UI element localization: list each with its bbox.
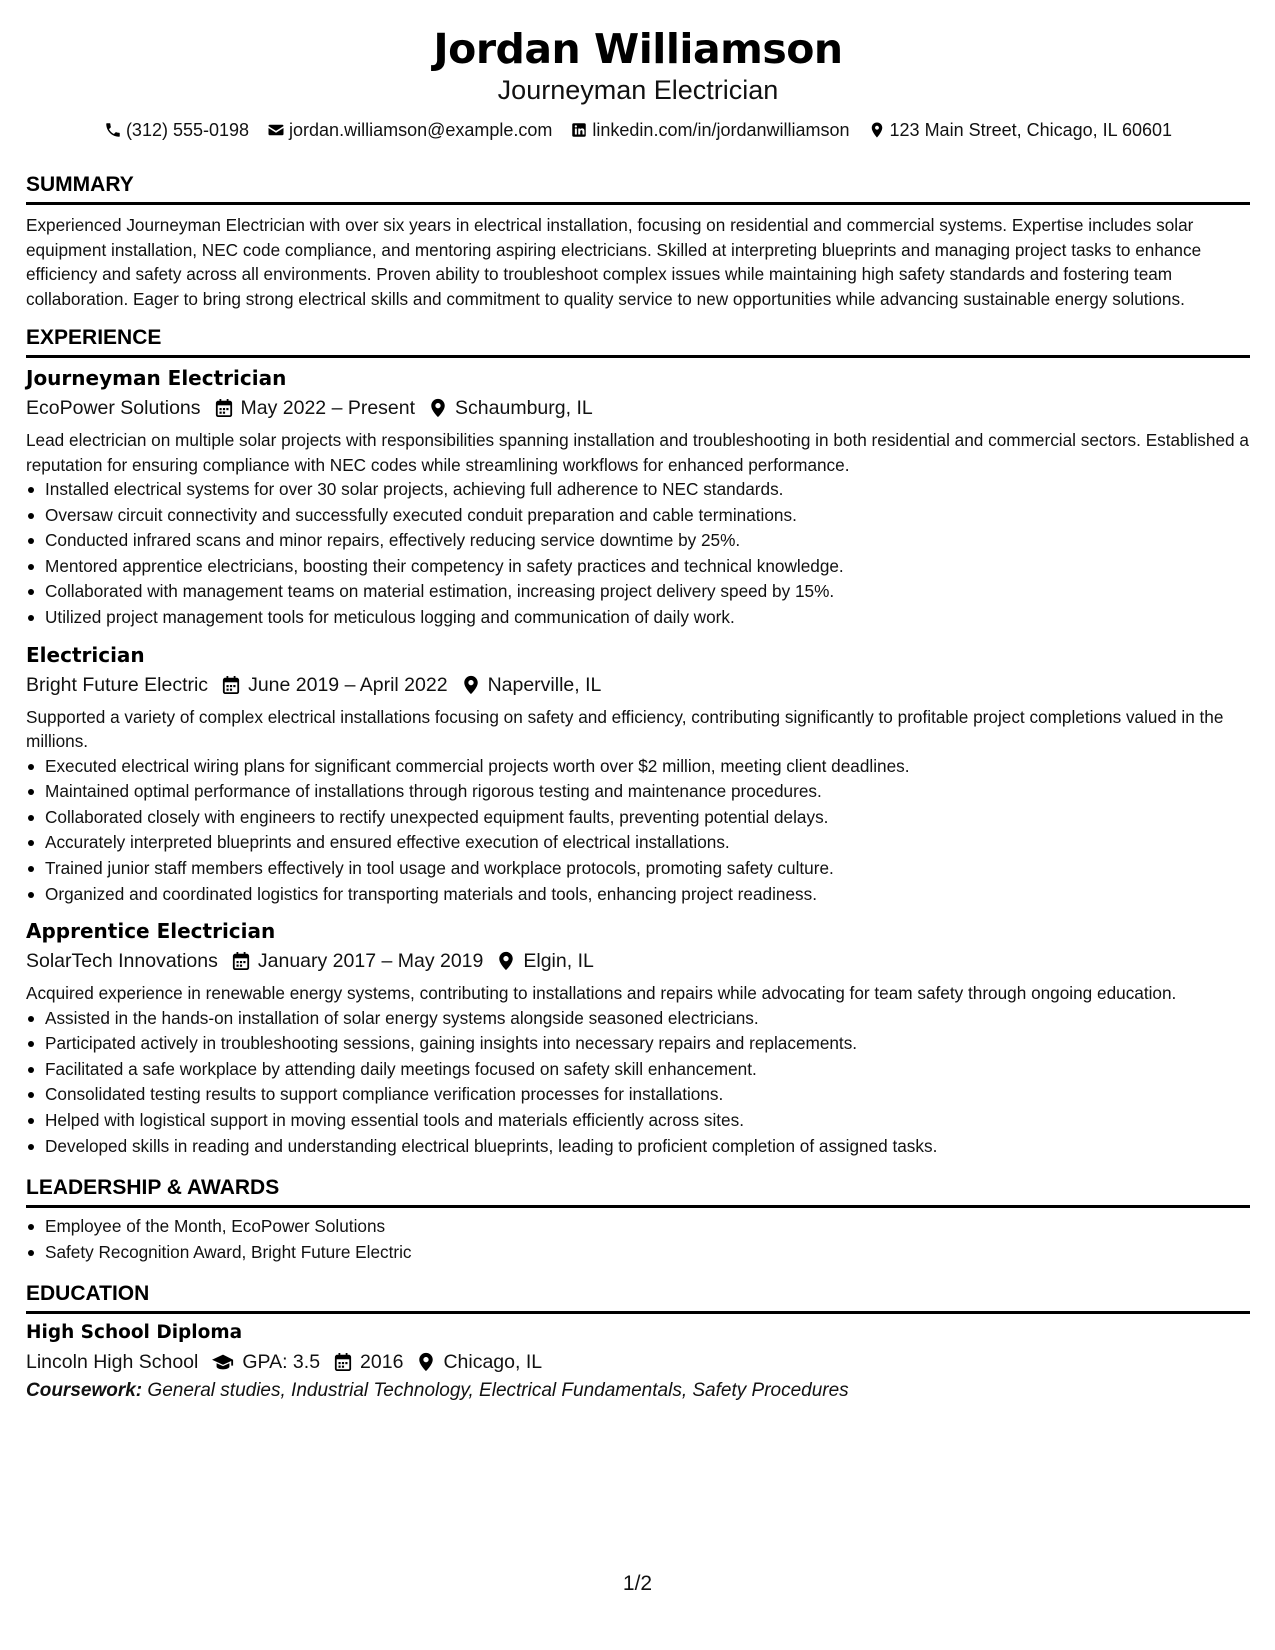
job-dates: June 2019 – April 2022 — [248, 673, 448, 696]
bullet-dot — [28, 538, 34, 544]
calendar-icon — [215, 398, 233, 418]
list-item — [26, 856, 1250, 882]
job-bullets — [26, 1006, 1250, 1160]
job-title: Journeyman Electrician — [26, 366, 287, 390]
job-dates: May 2022 – Present — [240, 397, 416, 419]
contact-bar — [26, 118, 1250, 142]
bullet-dot — [28, 815, 34, 821]
summary-section — [26, 172, 1250, 311]
list-item-text: Organized and coordinated logistics for transporting materials and tools, enhancing project readiness. — [45, 883, 817, 904]
list-item — [26, 1057, 1250, 1083]
phone-text: (312) 555-0198 — [125, 120, 250, 140]
list-item — [26, 503, 1250, 529]
list-item — [26, 1031, 1250, 1057]
job-location: Schaumburg, IL — [455, 397, 593, 419]
contact-phone[interactable] — [104, 118, 249, 142]
calendar-icon — [334, 1352, 352, 1372]
bullet-dot — [28, 1041, 34, 1047]
list-item — [26, 1240, 1250, 1266]
bullet-dot — [28, 892, 34, 898]
candidate-name: Jordan Williamson — [433, 25, 843, 73]
job-description: Supported a variety of complex electrical installations focusing on safety and efficiency, contributing significantly to profitable project completions valued in the millions. — [26, 706, 1224, 752]
list-item-text: Installed electrical systems for over 30 solar projects, achieving full adherence to NEC standards. — [45, 479, 784, 499]
job-bullets — [26, 754, 1250, 908]
list-item — [26, 528, 1250, 554]
awards-list — [26, 1214, 1250, 1265]
bullet-dot — [28, 1067, 34, 1073]
list-item-text: Participated actively in troubleshooting sessions, gaining insights into necessary repairs and replacements. — [45, 1033, 858, 1054]
degree-title: High School Diploma — [26, 1322, 243, 1344]
date-group — [215, 393, 416, 423]
section-heading: EXPERIENCE — [26, 325, 1250, 358]
list-item — [26, 1214, 1250, 1240]
job-description: Acquired experience in renewable energy systems, contributing to installations and repairs while advocating for team safety through ongoing education. — [26, 983, 1177, 1004]
list-item-text: Helped with logistical support in moving essential tools and materials efficiently across sites. — [45, 1110, 744, 1130]
date-group — [232, 946, 484, 976]
company-name: EcoPower Solutions — [26, 397, 201, 419]
list-item — [26, 1134, 1250, 1160]
list-item-text: Assisted in the hands-on installation of solar energy systems alongside seasoned electricians. — [45, 1007, 759, 1028]
address-text: 123 Main Street, Chicago, IL 60601 — [889, 120, 1173, 140]
experience-section — [26, 325, 1250, 1159]
list-item-text: Mentored apprentice electricians, boosting their competency in safety practices and technical knowledge. — [45, 555, 844, 576]
company-name: SolarTech Innovations — [26, 950, 218, 973]
map-pin-icon — [868, 121, 886, 139]
bullet-dot — [28, 840, 34, 846]
calendar-icon — [232, 951, 250, 971]
bullet-dot — [28, 564, 34, 570]
bullet-dot — [28, 589, 34, 595]
list-item-text: Conducted infrared scans and minor repairs, effectively reducing service downtime by 25%. — [45, 530, 741, 551]
education-section — [26, 1281, 1250, 1405]
page-number: 1/2 — [622, 1572, 653, 1595]
job-bullets — [26, 477, 1250, 631]
list-item — [26, 579, 1250, 605]
education-year: 2016 — [360, 1351, 404, 1374]
company-name: Bright Future Electric — [26, 673, 209, 696]
list-item-text: Safety Recognition Award, Bright Future Electric — [45, 1241, 412, 1262]
coursework-line — [26, 1377, 1250, 1405]
list-item-text: Collaborated with management teams on material estimation, increasing project delivery speed by 15%. — [45, 581, 835, 602]
list-item — [26, 779, 1250, 805]
job-location: Naperville, IL — [487, 673, 602, 696]
gpa-group — [212, 1347, 320, 1377]
job-list — [26, 364, 1250, 1159]
contact-address — [868, 118, 1173, 142]
location-group — [462, 670, 602, 700]
list-item — [26, 882, 1250, 908]
list-item-text: Facilitated a safe workplace by attending daily meetings focused on safety skill enhancement. — [45, 1058, 757, 1079]
section-heading: SUMMARY — [26, 172, 1250, 205]
candidate-title: Journeyman Electrician — [497, 75, 779, 105]
list-item-text: Consolidated testing results to support compliance verification processes for installations. — [45, 1084, 724, 1105]
education-meta — [26, 1347, 1250, 1377]
date-group — [222, 670, 448, 700]
bullet-dot — [28, 1144, 34, 1150]
linkedin-icon — [570, 121, 588, 139]
list-item — [26, 605, 1250, 631]
job-location: Elgin, IL — [523, 950, 594, 973]
job-description: Lead electrician on multiple solar projects with responsibilities spanning installation and troubleshooting in both residential and commercial sectors. Established a reputation for ensuring compliance with NEC codes while streamlining workflows for enhanced performance. — [26, 430, 1249, 475]
summary-text: Experienced Journeyman Electrician with over six years in electrical installation, focusing on residential and commercial systems. Expertise includes solar equipment installation, NEC code compliance, and mentoring aspiring electricians. Skilled at interpreting blueprints and managing project tasks to enhance efficiency and safety across all environments. Proven ability to troubleshoot complex issues while maintaining high safety standards and fostering team collaboration. Eager to bring strong electrical skills and commitment to quality service to new opportunities while advancing sustainable energy solutions. — [26, 215, 1202, 309]
email-text: jordan.williamson@example.com — [289, 120, 553, 140]
list-item-text: Utilized project management tools for meticulous logging and communication of daily work. — [45, 606, 735, 627]
list-item — [26, 477, 1250, 503]
list-item-text: Accurately interpreted blueprints and ensured effective execution of electrical installations. — [45, 832, 730, 853]
bullet-dot — [28, 1118, 34, 1124]
bullet-dot — [28, 513, 34, 519]
list-item-text: Developed skills in reading and understanding electrical blueprints, leading to proficient completion of assigned tasks. — [45, 1135, 938, 1156]
list-item — [26, 1108, 1250, 1134]
year-group — [334, 1347, 403, 1377]
list-item — [26, 754, 1250, 780]
job-entry — [26, 917, 1250, 1159]
bullet-dot — [28, 1224, 34, 1230]
list-item-text: Maintained optimal performance of installations through rigorous testing and maintenance procedures. — [45, 781, 822, 802]
job-dates: January 2017 – May 2019 — [257, 950, 484, 973]
section-heading: EDUCATION — [26, 1281, 1250, 1314]
map-pin-icon — [497, 951, 515, 971]
location-group — [417, 1347, 542, 1377]
job-title: Electrician — [26, 642, 145, 667]
list-item — [26, 830, 1250, 856]
contact-linkedin[interactable] — [570, 118, 849, 142]
list-item-text: Employee of the Month, EcoPower Solutions — [45, 1216, 386, 1237]
resume-page — [26, 0, 1250, 1405]
bullet-dot — [28, 866, 34, 872]
section-heading: LEADERSHIP & AWARDS — [26, 1175, 1250, 1208]
bullet-dot — [28, 1016, 34, 1022]
calendar-icon — [222, 675, 240, 695]
job-meta — [26, 946, 1250, 976]
list-item — [26, 1006, 1250, 1032]
resume-header — [26, 0, 1250, 142]
list-item-text: Executed electrical wiring plans for significant commercial projects worth over $2 million, meeting client deadlines. — [45, 755, 910, 776]
job-title: Apprentice Electrician — [26, 919, 276, 944]
coursework-text: General studies, Industrial Technology, Electrical Fundamentals, Safety Procedures — [147, 1380, 849, 1402]
phone-icon — [104, 121, 122, 139]
map-pin-icon — [462, 675, 480, 695]
bullet-dot — [28, 789, 34, 795]
map-pin-icon — [429, 398, 447, 418]
location-group — [429, 393, 593, 423]
education-location: Chicago, IL — [443, 1351, 543, 1374]
contact-email[interactable] — [267, 118, 552, 142]
linkedin-text: linkedin.com/in/jordanwilliamson — [592, 120, 850, 140]
list-item — [26, 1082, 1250, 1108]
list-item — [26, 805, 1250, 831]
envelope-icon — [267, 121, 285, 139]
list-item — [26, 554, 1250, 580]
coursework-label: Coursework: — [26, 1380, 143, 1402]
bullet-dot — [28, 764, 34, 770]
job-entry — [26, 364, 1250, 631]
school-name: Lincoln High School — [26, 1351, 199, 1374]
bullet-dot — [28, 615, 34, 621]
list-item-text: Trained junior staff members effectively in tool usage and workplace protocols, promoting safety culture. — [45, 857, 834, 878]
job-meta — [26, 670, 1250, 700]
location-group — [497, 946, 593, 976]
bullet-dot — [28, 1250, 34, 1256]
gpa-text: GPA: 3.5 — [242, 1351, 321, 1374]
graduation-cap-icon — [212, 1352, 234, 1372]
job-entry — [26, 641, 1250, 908]
job-meta — [26, 393, 1250, 423]
bullet-dot — [28, 487, 34, 493]
list-item-text: Collaborated closely with engineers to rectify unexpected equipment faults, preventing potential delays. — [45, 806, 829, 827]
leadership-section — [26, 1175, 1250, 1265]
bullet-dot — [28, 1092, 34, 1098]
map-pin-icon — [417, 1352, 435, 1372]
list-item-text: Oversaw circuit connectivity and successfully executed conduit preparation and cable terminations. — [45, 504, 797, 525]
